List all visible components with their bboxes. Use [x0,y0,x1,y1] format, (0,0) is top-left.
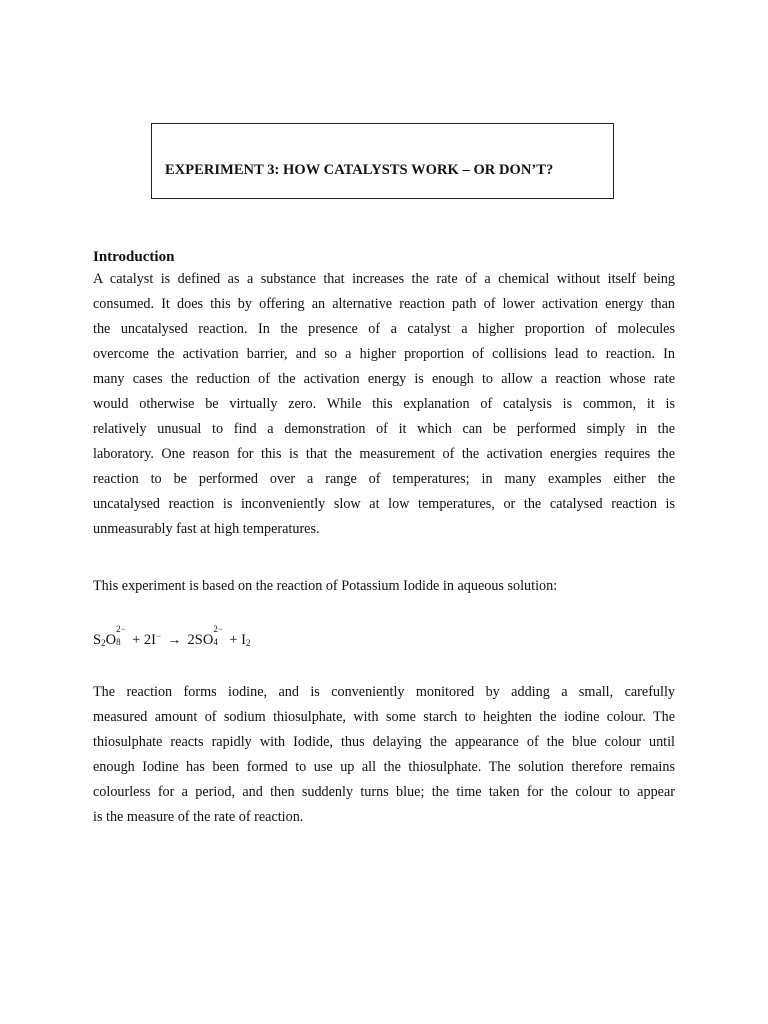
paragraph-line: relatively unusual to find a demonstration of it which can be performed simply in the [93,421,675,437]
paragraph-line: uncatalysed reaction is inconveniently slow at low temperatures, or the catalysed reaction is [93,496,675,512]
title-box [151,123,614,199]
reaction-intro-paragraph [93,574,675,599]
paragraph-line: enough Iodine has been formed to use up all the thiosulphate. The solution therefore remains [93,759,675,775]
eq-plus-iodine: + I [229,632,246,648]
paragraph-line: This experiment is based on the reaction of Potassium Iodide in aqueous solution: [93,578,558,594]
paragraph-line: thiosulphate reacts rapidly with Iodide, thus delaying the appearance of the blue colour until [93,734,675,750]
eq-plus-iodide: + 2I [132,632,156,648]
eq-product-subsup [213,624,223,647]
paragraph-line: would otherwise be virtually zero. While this explanation of catalysis is common, it is [93,396,675,412]
paragraph-line: unmeasurably fast at high temperatures. [93,521,320,537]
monitoring-paragraph [93,680,675,830]
paragraph-line: laboratory. One reason for this is that the measurement of the activation energies requires the [93,446,675,462]
eq-iodine-sub: 2 [245,638,251,649]
paragraph-line: The reaction forms iodine, and is conveniently monitored by adding a small, carefully [93,684,675,700]
eq-o-sub: 8 [116,637,121,647]
reaction-equation [93,624,251,650]
eq-product-sup: 2− [213,624,223,634]
eq-iodide-sup: − [155,630,162,641]
page-title: EXPERIMENT 3: HOW CATALYSTS WORK – OR DON’T? [165,162,554,178]
intro-paragraph [93,267,675,542]
eq-o: O [105,632,117,648]
eq-s: S [93,632,102,648]
eq-product-sub: 4 [213,637,218,647]
eq-product: 2SO [187,632,214,648]
eq-o-subsup [116,624,126,647]
paragraph-line: overcome the activation barrier, and so a higher proportion of collisions lead to reaction. In [93,346,675,362]
paragraph-line: A catalyst is defined as a substance that increases the rate of a chemical without itself being [93,271,675,287]
paragraph-line: colourless for a period, and then suddenly turns blue; the time taken for the colour to appear [93,784,675,800]
section-heading-introduction: Introduction [93,249,175,265]
eq-o-sup: 2− [116,624,126,634]
eq-s-sub: 2 [101,638,106,649]
paragraph-line: measured amount of sodium thiosulphate, with some starch to heighten the iodine colour. The [93,709,675,725]
paragraph-line: reaction to be performed over a range of temperatures; in many examples either the [93,471,675,487]
paragraph-line: consumed. It does this by offering an alternative reaction path of lower activation energy than [93,296,675,312]
paragraph-line: many cases the reduction of the activation energy is enough to allow a reaction whose rate [93,371,675,387]
paragraph-line: is the measure of the rate of reaction. [93,809,304,825]
eq-arrow: → [167,632,182,648]
paragraph-line: the uncatalysed reaction. In the presence of a catalyst a higher proportion of molecules [93,321,675,337]
